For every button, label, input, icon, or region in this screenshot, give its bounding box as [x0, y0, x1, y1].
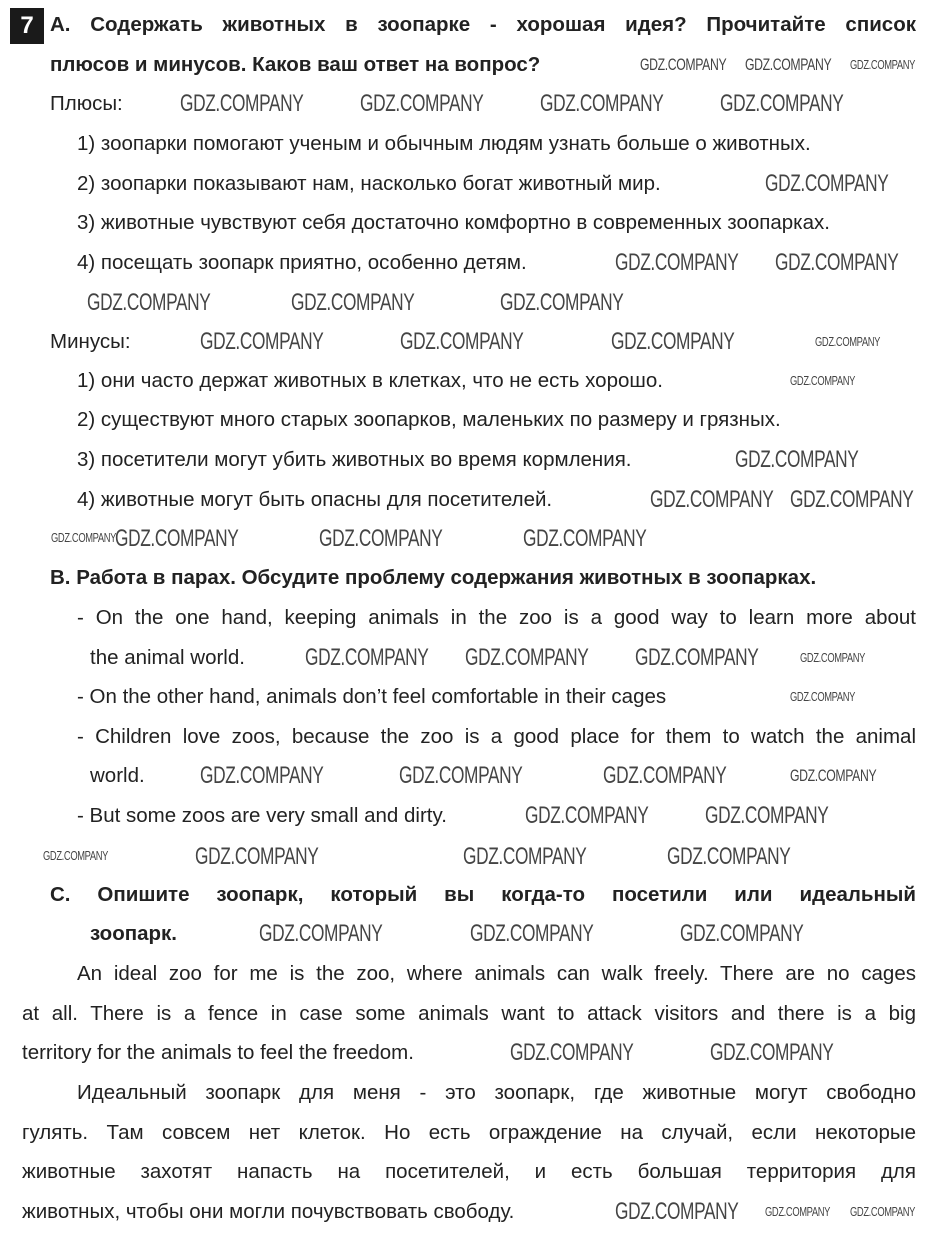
watermark: GDZ.COMPANY	[465, 644, 589, 671]
dialogue-line: - Children love zoos, because the zoo is a good place for them to watch the animal	[77, 725, 916, 748]
watermark: GDZ.COMPANY	[615, 249, 739, 276]
watermark: GDZ.COMPANY	[705, 802, 829, 829]
pros-label: Плюсы:	[50, 92, 123, 115]
dialogue-line: the animal world.	[90, 646, 245, 669]
watermark: GDZ.COMPANY	[200, 762, 324, 789]
watermark: GDZ.COMPANY	[510, 1039, 634, 1066]
pros-item: 2) зоопарки показывают нам, насколько богат животный мир.	[77, 172, 661, 195]
watermark: GDZ.COMPANY	[765, 1204, 831, 1219]
watermark: GDZ.COMPANY	[775, 249, 899, 276]
watermark: GDZ.COMPANY	[180, 90, 304, 117]
cons-label: Минусы:	[50, 330, 131, 353]
watermark: GDZ.COMPANY	[87, 289, 211, 316]
watermark: GDZ.COMPANY	[291, 289, 415, 316]
english-text-line: An ideal zoo for me is the zoo, where animals can walk freely. There are no cages	[77, 962, 916, 985]
russian-text-line: Идеальный зоопарк для меня - это зоопарк, где животные могут свободно	[77, 1081, 916, 1104]
cons-item: 4) животные могут быть опасны для посетителей.	[77, 488, 553, 511]
russian-text-line: животных, чтобы они могли почувствовать свободу.	[22, 1200, 515, 1223]
dialogue-line: - On the one hand, keeping animals in the zoo is a good way to learn more about	[77, 606, 916, 629]
watermark: GDZ.COMPANY	[115, 525, 239, 552]
watermark: GDZ.COMPANY	[399, 762, 523, 789]
watermark: GDZ.COMPANY	[735, 446, 859, 473]
pros-item: 1) зоопарки помогают ученым и обычным людям узнать больше о животных.	[77, 132, 811, 155]
watermark: GDZ.COMPANY	[790, 486, 914, 513]
exercise-number: 7	[10, 8, 44, 44]
watermark: GDZ.COMPANY	[525, 802, 649, 829]
section-a-title: A. Содержать животных в зоопарке - хорошая идея? Прочитайте список	[50, 13, 916, 36]
watermark: GDZ.COMPANY	[815, 334, 881, 349]
watermark: GDZ.COMPANY	[850, 1204, 916, 1219]
watermark: GDZ.COMPANY	[745, 55, 832, 74]
watermark: GDZ.COMPANY	[680, 920, 804, 947]
watermark: GDZ.COMPANY	[615, 1198, 739, 1225]
watermark: GDZ.COMPANY	[400, 328, 524, 355]
watermark: GDZ.COMPANY	[640, 55, 727, 74]
watermark: GDZ.COMPANY	[667, 843, 791, 870]
watermark: GDZ.COMPANY	[200, 328, 324, 355]
english-text-line: at all. There is a fence in case some animals want to attack visitors and there is a big	[22, 1002, 916, 1025]
watermark: GDZ.COMPANY	[790, 766, 877, 785]
section-c-title: C. Опишите зоопарк, который вы когда-то посетили или идеальный	[50, 883, 916, 906]
dialogue-line: - On the other hand, animals don’t feel comfortable in their cages	[77, 685, 667, 708]
watermark: GDZ.COMPANY	[710, 1039, 834, 1066]
watermark: GDZ.COMPANY	[470, 920, 594, 947]
watermark: GDZ.COMPANY	[790, 373, 856, 388]
watermark: GDZ.COMPANY	[51, 530, 117, 545]
section-a-title-cont: плюсов и минусов. Каков ваш ответ на вопрос?	[50, 53, 541, 76]
watermark: GDZ.COMPANY	[850, 57, 916, 72]
cons-item: 3) посетители могут убить животных во время кормления.	[77, 448, 632, 471]
watermark: GDZ.COMPANY	[463, 843, 587, 870]
watermark: GDZ.COMPANY	[611, 328, 735, 355]
watermark: GDZ.COMPANY	[720, 90, 844, 117]
cons-item: 1) они часто держат животных в клетках, что не есть хорошо.	[77, 369, 663, 392]
cons-item: 2) существуют много старых зоопарков, маленьких по размеру и грязных.	[77, 408, 781, 431]
watermark: GDZ.COMPANY	[523, 525, 647, 552]
section-b-title: B. Работа в парах. Обсудите проблему содержания животных в зоопарках.	[50, 566, 817, 589]
watermark: GDZ.COMPANY	[765, 170, 889, 197]
watermark: GDZ.COMPANY	[360, 90, 484, 117]
watermark: GDZ.COMPANY	[540, 90, 664, 117]
dialogue-line: world.	[90, 764, 145, 787]
russian-text-line: животные захотят напасть на посетителей, и есть большая территория для	[22, 1160, 916, 1183]
watermark: GDZ.COMPANY	[635, 644, 759, 671]
section-c-title-cont: зоопарк.	[90, 922, 177, 945]
pros-item: 4) посещать зоопарк приятно, особенно детям.	[77, 251, 527, 274]
watermark: GDZ.COMPANY	[603, 762, 727, 789]
watermark: GDZ.COMPANY	[319, 525, 443, 552]
watermark: GDZ.COMPANY	[500, 289, 624, 316]
watermark: GDZ.COMPANY	[790, 689, 856, 704]
watermark: GDZ.COMPANY	[650, 486, 774, 513]
watermark: GDZ.COMPANY	[800, 650, 866, 665]
dialogue-line: - But some zoos are very small and dirty.	[77, 804, 447, 827]
english-text-line: territory for the animals to feel the freedom.	[22, 1041, 414, 1064]
watermark: GDZ.COMPANY	[195, 843, 319, 870]
pros-item: 3) животные чувствуют себя достаточно комфортно в современных зоопарках.	[77, 211, 830, 234]
watermark: GDZ.COMPANY	[305, 644, 429, 671]
watermark: GDZ.COMPANY	[43, 848, 109, 863]
watermark: GDZ.COMPANY	[259, 920, 383, 947]
russian-text-line: гулять. Там совсем нет клеток. Но есть ограждение на случай, если некоторые	[22, 1121, 916, 1144]
